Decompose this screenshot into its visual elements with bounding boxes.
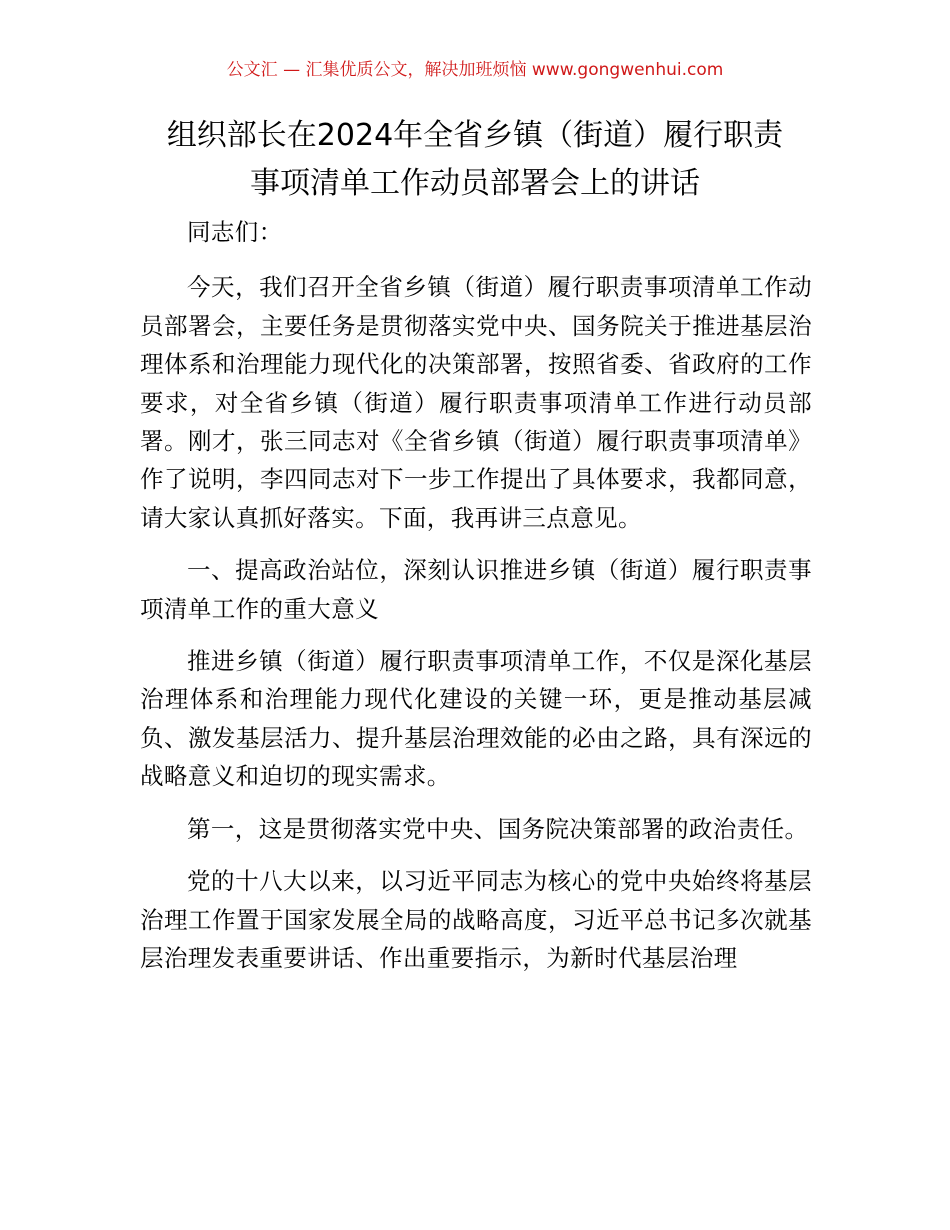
intro-paragraph: 今天，我们召开全省乡镇（街道）履行职责事项清单工作动员部署会，主要任务是贯彻落实党中央、国务院关于推进基层治理体系和治理能力现代化的决策部署，按照省委、省政府的工作要求，对全省乡镇（街道）履行职责事项清单工作进行动员部署。刚才，张三同志对《全省乡镇（街道）履行职责事项清单》作了说明，李四同志对下一步工作提出了具体要求，我都同意，请大家认真抓好落实。下面，我再讲三点意见。	[140, 273, 812, 532]
subheading-first: 第一，这是贯彻落实党中央、国务院决策部署的政治责任。	[187, 814, 809, 843]
body-paragraph: 党的十八大以来，以习近平同志为核心的党中央始终将基层治理工作置于国家发展全局的战略高度，习近平总书记多次就基层治理发表重要讲话、作出重要指示，为新时代基层治理	[140, 867, 812, 972]
body-paragraph: 推进乡镇（街道）履行职责事项清单工作，不仅是深化基层治理体系和治理能力现代化建设的关键一环，更是推动基层减负、激发基层活力、提升基层治理效能的必由之路，具有深远的战略意义和迫切的现实需求。	[140, 647, 812, 791]
document-body	[140, 213, 812, 991]
title-line-1: 组织部长在2024年全省乡镇（街道）履行职责	[166, 118, 784, 153]
document-title	[120, 112, 830, 208]
greeting-paragraph: 同志们：	[187, 218, 283, 246]
section-heading-1: 一、提高政治站位，深刻认识推进乡镇（街道）履行职责事项清单工作的重大意义	[140, 556, 812, 623]
title-line-2: 事项清单工作动员部署会上的讲话	[250, 166, 700, 201]
header-banner[interactable]: 公文汇 — 汇集优质公文，解决加班烦恼 www.gongwenhui.com	[226, 60, 724, 80]
